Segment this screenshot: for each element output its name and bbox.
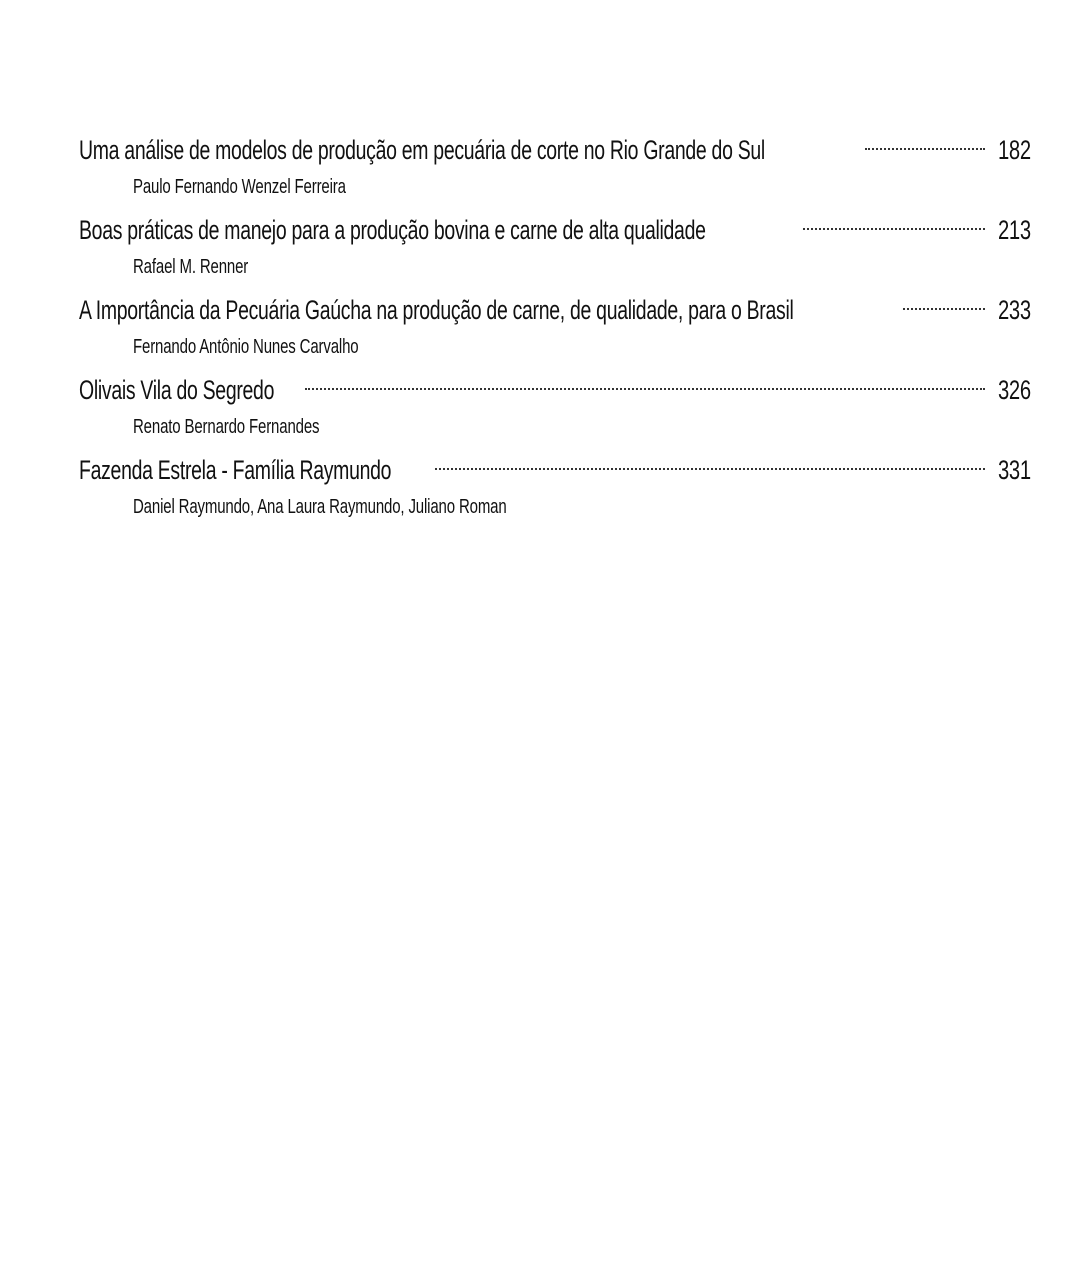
toc-entry-title[interactable]: Fazenda Estrela - Família Raymundo [79,455,392,485]
toc-entry-title-wrap [79,368,303,412]
toc-entry-line[interactable] [79,128,1031,172]
toc-entry-page[interactable]: 331 [998,455,1031,485]
toc-entry-title[interactable]: Boas práticas de manejo para a produção bovina e carne de alta qualidade [79,215,706,245]
toc-leader-dots [903,308,985,310]
toc-entry-page[interactable]: 233 [998,295,1031,325]
toc-entry-author: Renato Bernardo Fernandes [133,416,320,438]
table-of-contents [79,128,1031,528]
toc-entry-line[interactable] [79,448,1031,492]
toc-entry-author: Daniel Raymundo, Ana Laura Raymundo, Juliano Roman [133,496,507,518]
toc-entry[interactable] [79,368,1031,448]
toc-entry-line[interactable] [79,368,1031,412]
toc-entry-author: Fernando Antônio Nunes Carvalho [133,336,359,358]
toc-entry[interactable] [79,448,1031,528]
toc-entry-title-wrap [79,128,863,172]
toc-entry-title-wrap [79,288,901,332]
toc-entry[interactable] [79,288,1031,368]
toc-entry[interactable] [79,208,1031,288]
toc-leader-dots [305,388,985,390]
toc-entry-title[interactable]: Uma análise de modelos de produção em pecuária de corte no Rio Grande do Sul [79,135,765,165]
toc-leader-dots [435,468,985,470]
toc-entry-page[interactable]: 213 [998,215,1031,245]
toc-leader-dots [865,148,985,150]
toc-entry-title-wrap [79,448,433,492]
toc-entry-page[interactable]: 326 [998,375,1031,405]
toc-entry-title[interactable]: A Importância da Pecuária Gaúcha na produção de carne, de qualidade, para o Brasil [79,295,794,325]
toc-entry-title-wrap [79,208,801,252]
toc-entry-author: Paulo Fernando Wenzel Ferreira [133,176,346,198]
toc-entry[interactable] [79,128,1031,208]
toc-entry-line[interactable] [79,288,1031,332]
toc-entry-author: Rafael M. Renner [133,256,249,278]
toc-entry-title[interactable]: Olivais Vila do Segredo [79,375,275,405]
toc-entry-page[interactable]: 182 [998,135,1031,165]
toc-leader-dots [803,228,985,230]
toc-entry-line[interactable] [79,208,1031,252]
